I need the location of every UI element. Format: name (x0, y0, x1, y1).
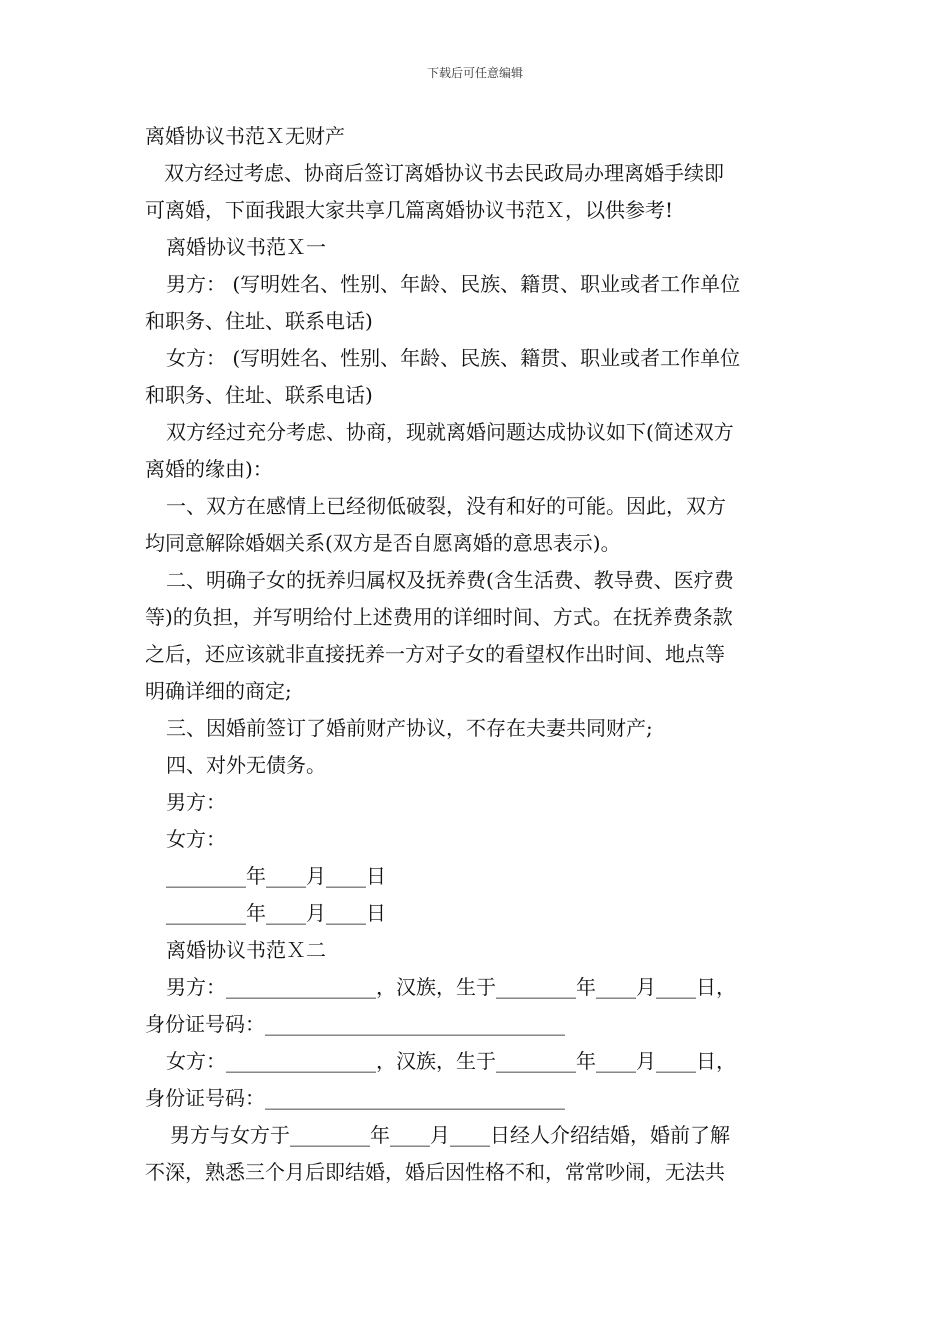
paragraph-line: 不深，熟悉三个月后即结婚，婚后因性格不和，常常吵闹，无法共 (145, 1160, 725, 1184)
paragraph-line: 之后，还应该就非直接抚养一方对子女的看望权作出时间、地点等 (145, 642, 725, 666)
paragraph-line: 一、双方在感情上已经彻低破裂，没有和好的可能。因此，双方 (166, 494, 726, 518)
paragraph-line: 男方与女方于________年____月____日经人介绍结婚，婚前了解 (170, 1123, 730, 1147)
paragraph-line: 等)的负担，并写明给付上述费用的详细时间、方式。在抚养费条款 (145, 605, 733, 629)
date-line: ________年____月____日 (166, 864, 386, 888)
paragraph-line: 二、明确子女的抚养归属权及抚养费(含生活费、教导费、医疗费 (166, 568, 734, 592)
paragraph-line: 男方：_______________，汉族，生于________年____月____日， (166, 975, 736, 999)
paragraph-line: 和职务、住址、联系电话) (145, 383, 373, 407)
paragraph-line: 三、因婚前签订了婚前财产协议，不存在夫妻共同财产; (166, 716, 653, 740)
paragraph-line: 双方经过考虑、协商后签订离婚协议书去民政局办理离婚手续即 (164, 161, 724, 185)
paragraph-line: 身份证号码：______________________________ (145, 1086, 565, 1110)
paragraph-line: 和职务、住址、联系电话) (145, 309, 373, 333)
paragraph-line: 女方： (写明姓名、性别、年龄、民族、籍贯、职业或者工作单位 (166, 346, 741, 370)
paragraph-line: 离婚的缘由)： (145, 457, 273, 481)
paragraph-line: 均同意解除婚姻关系(双方是否自愿离婚的意思表示)。 (145, 531, 621, 555)
document-body (145, 118, 805, 1191)
date-line: ________年____月____日 (166, 901, 386, 925)
paragraph-line: 男方： (写明姓名、性别、年龄、民族、籍贯、职业或者工作单位 (166, 272, 741, 296)
document-title: 离婚协议书范Ｘ无财产 (145, 124, 345, 148)
paragraph-line: 双方经过充分考虑、协商，现就离婚问题达成协议如下(简述双方 (166, 420, 734, 444)
page-header: 下载后可任意编辑 (426, 66, 523, 80)
section-heading: 离婚协议书范Ｘ二 (166, 938, 326, 962)
signature-line-male: 男方： (166, 790, 226, 814)
section-heading: 离婚协议书范Ｘ一 (166, 235, 326, 259)
paragraph-line: 身份证号码：______________________________ (145, 1012, 565, 1036)
paragraph-line: 可离婚，下面我跟大家共享几篇离婚协议书范Ｘ，以供参考! (145, 198, 674, 222)
paragraph-line: 女方：_______________，汉族，生于________年____月____日， (166, 1049, 736, 1073)
signature-line-female: 女方： (166, 827, 226, 851)
paragraph-line: 明确详细的商定; (145, 679, 292, 703)
paragraph-line: 四、对外无债务。 (166, 753, 326, 777)
